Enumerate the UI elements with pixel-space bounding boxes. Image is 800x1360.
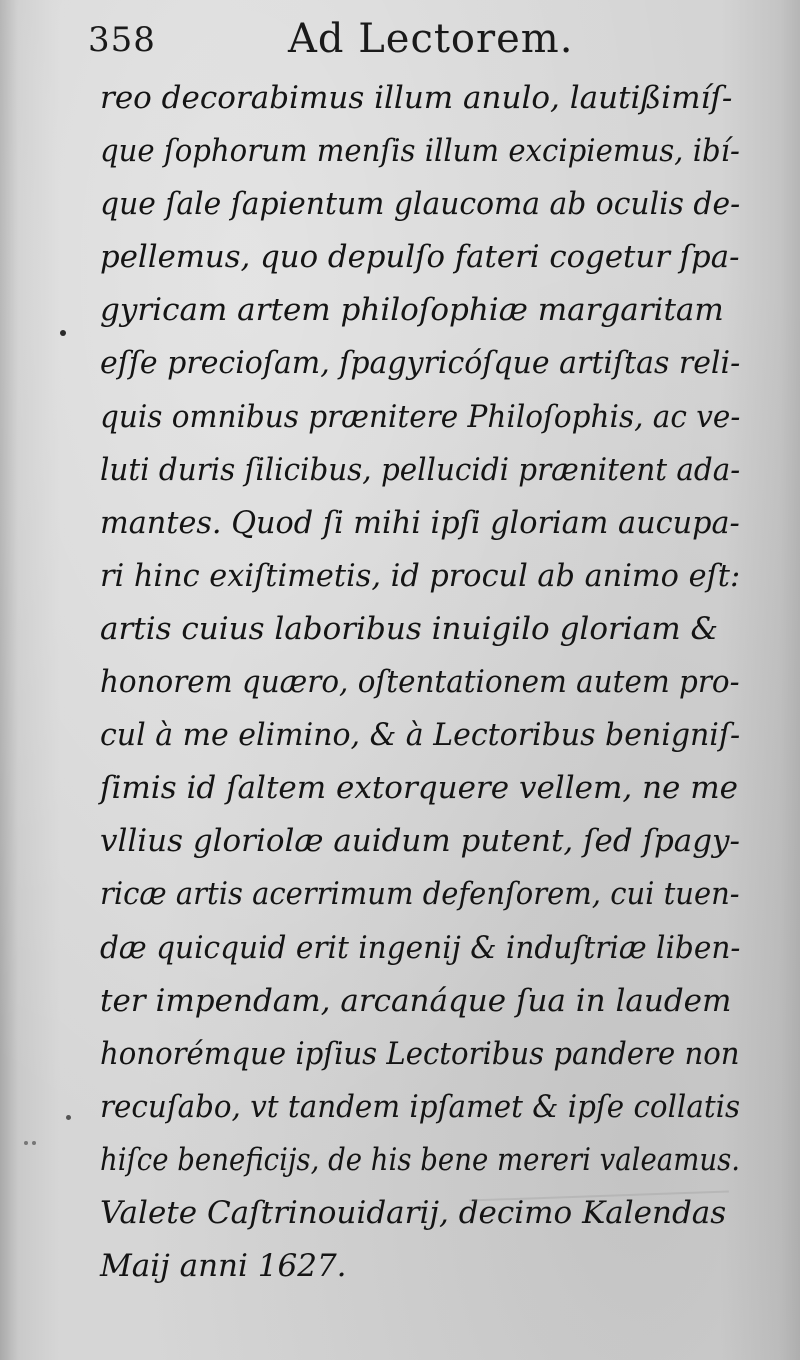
- text-line: honorémque ipſius Lectoribus pandere non: [100, 1035, 740, 1072]
- text-line: que ſale ſapientum glaucoma ab oculis de-: [100, 186, 741, 223]
- text-line: ri hinc exiſtimetis, id procul ab animo eſt:: [100, 557, 741, 594]
- show-through-mark: [469, 1190, 731, 1261]
- text-line: pellemus, quo depulſo fateri cogetur ſpa-: [100, 239, 740, 276]
- text-line: ſimis id ſaltem extorquere vellem, ne me: [100, 770, 738, 807]
- text-line: dæ quicquid erit ingenij & induſtriæ liben-: [100, 929, 741, 966]
- ink-speck: [32, 1141, 36, 1145]
- ink-speck: [60, 330, 66, 336]
- ink-speck: [24, 1141, 28, 1145]
- text-line: Valete Caſtrinouidarij, decimo Kalendas: [100, 1194, 727, 1231]
- text-line: quis omnibus prænitere Philoſophis, ac ve-: [100, 398, 741, 435]
- text-line: reo decorabimus illum anulo, lautißimíſ-: [100, 80, 733, 116]
- text-line: honorem quæro, oſtentationem autem pro-: [100, 664, 740, 701]
- text-line: ricæ artis acerrimum defenſorem, cui tuen-: [100, 876, 740, 913]
- text-line: mantes. Quod ſi mihi ipſi gloriam aucupa-: [100, 504, 740, 541]
- ink-speck: [66, 1115, 71, 1120]
- running-head: Ad Lectorem.: [288, 16, 574, 62]
- page-number: 358: [88, 20, 156, 60]
- body-text: [100, 72, 740, 1293]
- text-line: hiſce beneficijs, de his bene mereri valeamus.: [100, 1141, 741, 1178]
- text-line: ter impendam, arcanáque ſua in laudem: [100, 982, 732, 1019]
- text-line: Maij anni 1627.: [100, 1248, 347, 1285]
- text-line: cul à me elimino, & à Lectoribus benigniſ-: [100, 717, 741, 754]
- text-line: artis cuius laboribus inuigilo gloriam &: [100, 610, 719, 647]
- text-line: recuſabo, vt tandem ipſamet & ipſe collatis: [100, 1088, 741, 1125]
- text-line: que ſophorum menſis illum excipiemus, ibí-: [100, 133, 740, 170]
- text-line: vllius gloriolæ auidum putent, ſed ſpagy-: [100, 823, 741, 860]
- page-header: [88, 14, 728, 74]
- text-line: gyricam artem philoſophiæ margaritam: [100, 292, 724, 329]
- text-line: eſſe precioſam, ſpagyricóſque artiſtas reli-: [100, 345, 741, 382]
- text-line: luti duris ſilicibus, pellucidi prænitent ada-: [100, 451, 741, 488]
